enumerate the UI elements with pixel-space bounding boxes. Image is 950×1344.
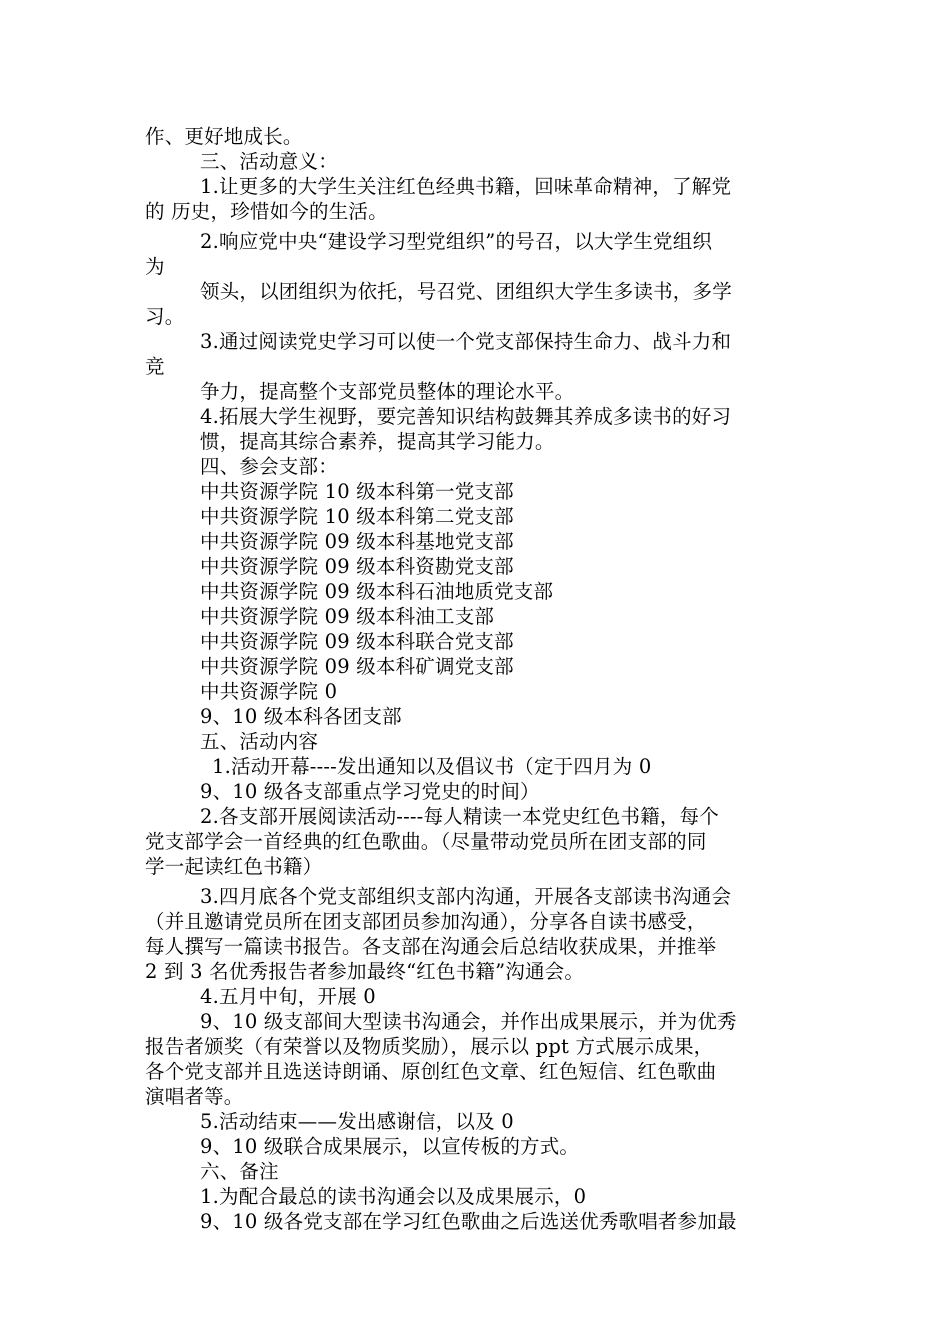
text-line: 2.响应党中央“建设学习型党组织”的号召，以大学生党组织 bbox=[200, 230, 713, 253]
text-line: 9、10 级各党支部在学习红色歌曲之后选送优秀歌唱者参加最 bbox=[200, 1210, 737, 1233]
text-line: 领头，以团组织为依托，号召党、团组织大学生多读书，多学 bbox=[200, 280, 732, 303]
text-line: 演唱者等。 bbox=[145, 1085, 244, 1108]
section-heading: 四、参会支部： bbox=[200, 455, 338, 478]
text-line: 1.为配合最总的读书沟通会以及成果展示，0 bbox=[200, 1185, 587, 1208]
text-line: （并且邀请党员所在团支部团员参加沟通），分享各自读书感受， bbox=[145, 910, 707, 933]
text-line: 各个党支部并且选送诗朗诵、原创红色文章、红色短信、红色歌曲 bbox=[145, 1060, 717, 1083]
text-line: 竞 bbox=[145, 355, 165, 378]
section-heading: 三、活动意义： bbox=[200, 150, 338, 173]
text-line: 1.让更多的大学生关注红色经典书籍，回味革命精神，了解党 bbox=[200, 175, 732, 198]
text-line: 每人撰写一篇读书报告。各支部在沟通会后总结收获成果，并推举 bbox=[145, 935, 717, 958]
text-line: 学一起读红色书籍） bbox=[145, 855, 323, 878]
list-item: 中共资源学院 0 bbox=[200, 680, 338, 703]
text-line: 4.五月中旬，开展 0 bbox=[200, 985, 376, 1008]
list-item: 中共资源学院 09 级本科资勘党支部 bbox=[200, 555, 514, 578]
list-item: 中共资源学院 10 级本科第二党支部 bbox=[200, 505, 514, 528]
text-line: 报告者颁奖（有荣誉以及物质奖励），展示以 ppt 方式展示成果， bbox=[145, 1035, 714, 1058]
text-line: 3.四月底各个党支部组织支部内沟通，开展各支部读书沟通会 bbox=[200, 885, 732, 908]
list-item: 中共资源学院 10 级本科第一党支部 bbox=[200, 480, 514, 503]
list-item: 中共资源学院 09 级本科石油地质党支部 bbox=[200, 580, 554, 603]
section-heading: 五、活动内容 bbox=[200, 730, 319, 753]
text-line: 9、10 级各支部重点学习党史的时间） bbox=[200, 780, 540, 803]
text-line: 争力，提高整个支部党员整体的理论水平。 bbox=[200, 380, 575, 403]
text-line: 为 bbox=[145, 255, 165, 278]
text-line: 4.拓展大学生视野，要完善知识结构鼓舞其养成多读书的好习 bbox=[200, 405, 732, 428]
text-line: 2.各支部开展阅读活动----每人精读一本党史红色书籍，每个 bbox=[200, 805, 719, 828]
list-item: 9、10 级本科各团支部 bbox=[200, 705, 402, 728]
text-line: 的 历史，珍惜如今的生活。 bbox=[145, 200, 388, 223]
text-line: 作、更好地成长。 bbox=[145, 125, 303, 148]
text-line: 习。 bbox=[145, 305, 185, 328]
text-line: 9、10 级支部间大型读书沟通会，并作出成果展示，并为优秀 bbox=[200, 1010, 737, 1033]
list-item: 中共资源学院 09 级本科矿调党支部 bbox=[200, 655, 514, 678]
list-item: 中共资源学院 09 级本科油工支部 bbox=[200, 605, 495, 628]
list-item: 中共资源学院 09 级本科联合党支部 bbox=[200, 630, 514, 653]
text-line: 惯，提高其综合素养，提高其学习能力。 bbox=[200, 430, 555, 453]
text-line: 1.活动开幕----发出通知以及倡议书（定于四月为 0 bbox=[212, 755, 652, 778]
text-line: 3.通过阅读党史学习可以使一个党支部保持生命力、战斗力和 bbox=[200, 330, 732, 353]
list-item: 中共资源学院 09 级本科基地党支部 bbox=[200, 530, 514, 553]
section-heading: 六、备注 bbox=[200, 1160, 279, 1183]
text-line: 9、10 级联合成果展示，以宣传板的方式。 bbox=[200, 1135, 580, 1158]
text-line: 5.活动结束——发出感谢信，以及 0 bbox=[200, 1110, 514, 1133]
text-line: 2 到 3 名优秀报告者参加最终“红色书籍”沟通会。 bbox=[145, 960, 585, 983]
text-line: 党支部学会一首经典的红色歌曲。（尽量带动党员所在团支部的同 bbox=[145, 830, 707, 853]
